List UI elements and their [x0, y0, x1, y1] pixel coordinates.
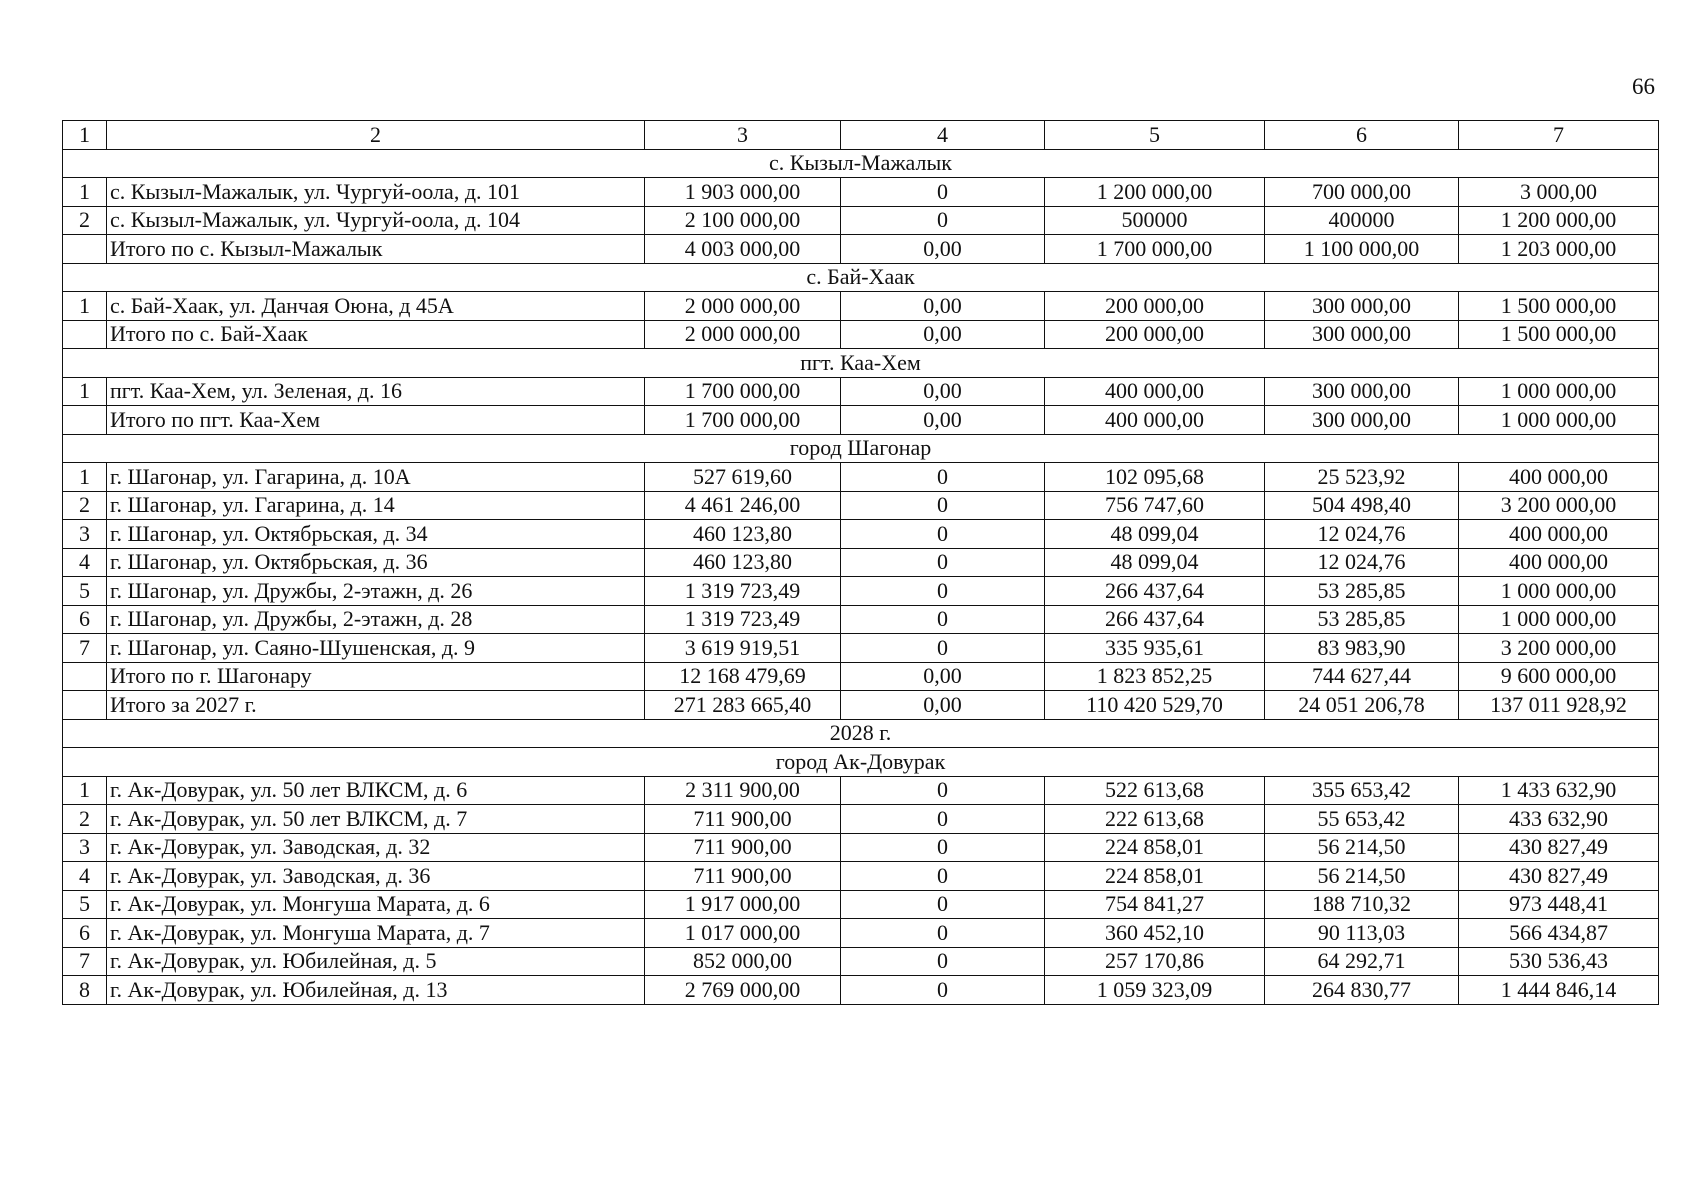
- address-cell: г. Ак-Довурак, ул. Монгуша Марата, д. 6: [107, 890, 645, 919]
- col-5-amount-cell: 48 099,04: [1045, 548, 1265, 577]
- col-3-amount-cell: 4 461 246,00: [645, 491, 841, 520]
- col-5-amount-cell: 400 000,00: [1045, 406, 1265, 435]
- col-7-amount-cell: 3 000,00: [1459, 178, 1659, 207]
- table-row: [63, 178, 1659, 207]
- col-7-amount-cell: 973 448,41: [1459, 890, 1659, 919]
- address-cell: г. Шагонар, ул. Саяно-Шушенская, д. 9: [107, 634, 645, 663]
- address-cell: г. Шагонар, ул. Октябрьская, д. 34: [107, 520, 645, 549]
- address-cell: с. Кызыл-Мажалык, ул. Чургуй-оола, д. 101: [107, 178, 645, 207]
- col-3-amount-cell: 2 000 000,00: [645, 320, 841, 349]
- col-6-amount-cell: 56 214,50: [1265, 833, 1459, 862]
- col-5-amount-cell: 335 935,61: [1045, 634, 1265, 663]
- col-4-amount-cell: 0: [841, 634, 1045, 663]
- row-number-cell: 3: [63, 520, 107, 549]
- col-7-amount-cell: 1 444 846,14: [1459, 976, 1659, 1005]
- row-number-cell: 4: [63, 548, 107, 577]
- col-3-amount-cell: 2 000 000,00: [645, 292, 841, 321]
- col-5-amount-cell: 200 000,00: [1045, 292, 1265, 321]
- row-number-cell: 4: [63, 862, 107, 891]
- row-number-cell: 8: [63, 976, 107, 1005]
- col-7-amount-cell: 566 434,87: [1459, 919, 1659, 948]
- col-5-amount-cell: 1 823 852,25: [1045, 662, 1265, 691]
- address-cell: г. Ак-Довурак, ул. Заводская, д. 32: [107, 833, 645, 862]
- section-header-row: [63, 719, 1659, 748]
- col-6-amount-cell: 56 214,50: [1265, 862, 1459, 891]
- address-cell: г. Ак-Довурак, ул. Заводская, д. 36: [107, 862, 645, 891]
- col-5-amount-cell: 1 059 323,09: [1045, 976, 1265, 1005]
- col-5-amount-cell: 222 613,68: [1045, 805, 1265, 834]
- col-4-amount-cell: 0: [841, 463, 1045, 492]
- col-3-amount-cell: 460 123,80: [645, 520, 841, 549]
- col-4-amount-cell: 0,00: [841, 406, 1045, 435]
- table-row: [63, 548, 1659, 577]
- col-4-amount-cell: 0: [841, 491, 1045, 520]
- address-cell: г. Шагонар, ул. Октябрьская, д. 36: [107, 548, 645, 577]
- table-row: [63, 976, 1659, 1005]
- col-4-amount-cell: 0,00: [841, 691, 1045, 720]
- section-title: 2028 г.: [63, 719, 1659, 748]
- col-7-amount-cell: 1 500 000,00: [1459, 320, 1659, 349]
- table-body: [63, 121, 1659, 1005]
- col-7-amount-cell: 1 000 000,00: [1459, 605, 1659, 634]
- address-cell: Итого по пгт. Каа-Хем: [107, 406, 645, 435]
- row-number-cell: 1: [63, 776, 107, 805]
- col-3-amount-cell: 1 903 000,00: [645, 178, 841, 207]
- header-cell-2: 2: [107, 121, 645, 150]
- header-cell-4: 4: [841, 121, 1045, 150]
- col-7-amount-cell: 1 000 000,00: [1459, 377, 1659, 406]
- total-row: [63, 320, 1659, 349]
- section-header-row: [63, 263, 1659, 292]
- address-cell: г. Ак-Довурак, ул. Монгуша Марата, д. 7: [107, 919, 645, 948]
- col-7-amount-cell: 430 827,49: [1459, 862, 1659, 891]
- col-5-amount-cell: 48 099,04: [1045, 520, 1265, 549]
- table-row: [63, 577, 1659, 606]
- header-cell-5: 5: [1045, 121, 1265, 150]
- col-4-amount-cell: 0: [841, 178, 1045, 207]
- table-row: [63, 833, 1659, 862]
- col-3-amount-cell: 527 619,60: [645, 463, 841, 492]
- col-6-amount-cell: 355 653,42: [1265, 776, 1459, 805]
- col-6-amount-cell: 744 627,44: [1265, 662, 1459, 691]
- col-3-amount-cell: 2 100 000,00: [645, 206, 841, 235]
- col-7-amount-cell: 530 536,43: [1459, 947, 1659, 976]
- col-4-amount-cell: 0: [841, 605, 1045, 634]
- section-title: город Шагонар: [63, 434, 1659, 463]
- col-3-amount-cell: 460 123,80: [645, 548, 841, 577]
- col-3-amount-cell: 852 000,00: [645, 947, 841, 976]
- col-6-amount-cell: 64 292,71: [1265, 947, 1459, 976]
- col-6-amount-cell: 300 000,00: [1265, 292, 1459, 321]
- table-row: [63, 491, 1659, 520]
- col-4-amount-cell: 0: [841, 862, 1045, 891]
- address-cell: г. Шагонар, ул. Гагарина, д. 10А: [107, 463, 645, 492]
- col-3-amount-cell: 1 319 723,49: [645, 577, 841, 606]
- header-cell-7: 7: [1459, 121, 1659, 150]
- row-number-cell: 2: [63, 491, 107, 520]
- col-4-amount-cell: 0,00: [841, 377, 1045, 406]
- col-6-amount-cell: 504 498,40: [1265, 491, 1459, 520]
- col-5-amount-cell: 266 437,64: [1045, 605, 1265, 634]
- address-cell: г. Ак-Довурак, ул. 50 лет ВЛКСМ, д. 6: [107, 776, 645, 805]
- col-4-amount-cell: 0: [841, 919, 1045, 948]
- col-4-amount-cell: 0: [841, 548, 1045, 577]
- col-6-amount-cell: 700 000,00: [1265, 178, 1459, 207]
- table-row: [63, 292, 1659, 321]
- col-7-amount-cell: 3 200 000,00: [1459, 491, 1659, 520]
- col-7-amount-cell: 1 200 000,00: [1459, 206, 1659, 235]
- col-4-amount-cell: 0: [841, 947, 1045, 976]
- col-6-amount-cell: 53 285,85: [1265, 577, 1459, 606]
- col-4-amount-cell: 0,00: [841, 292, 1045, 321]
- col-6-amount-cell: 83 983,90: [1265, 634, 1459, 663]
- col-3-amount-cell: 1 700 000,00: [645, 377, 841, 406]
- col-7-amount-cell: 1 433 632,90: [1459, 776, 1659, 805]
- address-cell: г. Ак-Довурак, ул. Юбилейная, д. 13: [107, 976, 645, 1005]
- address-cell: г. Шагонар, ул. Дружбы, 2-этажн, д. 28: [107, 605, 645, 634]
- col-5-amount-cell: 400 000,00: [1045, 377, 1265, 406]
- col-6-amount-cell: 12 024,76: [1265, 520, 1459, 549]
- total-row: [63, 406, 1659, 435]
- col-6-amount-cell: 264 830,77: [1265, 976, 1459, 1005]
- col-5-amount-cell: 360 452,10: [1045, 919, 1265, 948]
- col-4-amount-cell: 0,00: [841, 662, 1045, 691]
- table-header-row: [63, 121, 1659, 150]
- table-row: [63, 862, 1659, 891]
- col-6-amount-cell: 25 523,92: [1265, 463, 1459, 492]
- table-row: [63, 377, 1659, 406]
- col-4-amount-cell: 0: [841, 776, 1045, 805]
- col-6-amount-cell: 53 285,85: [1265, 605, 1459, 634]
- section-title: пгт. Каа-Хем: [63, 349, 1659, 378]
- col-6-amount-cell: 300 000,00: [1265, 406, 1459, 435]
- address-cell: Итого за 2027 г.: [107, 691, 645, 720]
- col-6-amount-cell: 1 100 000,00: [1265, 235, 1459, 264]
- col-5-amount-cell: 224 858,01: [1045, 862, 1265, 891]
- col-3-amount-cell: 1 700 000,00: [645, 406, 841, 435]
- table-row: [63, 463, 1659, 492]
- col-7-amount-cell: 430 827,49: [1459, 833, 1659, 862]
- section-header-row: [63, 149, 1659, 178]
- col-5-amount-cell: 266 437,64: [1045, 577, 1265, 606]
- col-5-amount-cell: 522 613,68: [1045, 776, 1265, 805]
- housing-program-table: [62, 120, 1659, 1005]
- col-3-amount-cell: 711 900,00: [645, 833, 841, 862]
- col-3-amount-cell: 3 619 919,51: [645, 634, 841, 663]
- table-row: [63, 890, 1659, 919]
- table-row: [63, 206, 1659, 235]
- col-7-amount-cell: 400 000,00: [1459, 463, 1659, 492]
- col-4-amount-cell: 0,00: [841, 235, 1045, 264]
- col-6-amount-cell: 55 653,42: [1265, 805, 1459, 834]
- section-title: город Ак-Довурак: [63, 748, 1659, 777]
- col-3-amount-cell: 711 900,00: [645, 805, 841, 834]
- col-6-amount-cell: 188 710,32: [1265, 890, 1459, 919]
- col-3-amount-cell: 271 283 665,40: [645, 691, 841, 720]
- col-7-amount-cell: 9 600 000,00: [1459, 662, 1659, 691]
- total-row: [63, 691, 1659, 720]
- address-cell: пгт. Каа-Хем, ул. Зеленая, д. 16: [107, 377, 645, 406]
- col-3-amount-cell: 1 319 723,49: [645, 605, 841, 634]
- section-title: с. Бай-Хаак: [63, 263, 1659, 292]
- row-number-cell: 1: [63, 463, 107, 492]
- address-cell: Итого по с. Кызыл-Мажалык: [107, 235, 645, 264]
- col-7-amount-cell: 3 200 000,00: [1459, 634, 1659, 663]
- col-6-amount-cell: 300 000,00: [1265, 320, 1459, 349]
- col-7-amount-cell: 1 203 000,00: [1459, 235, 1659, 264]
- address-cell: Итого по с. Бай-Хаак: [107, 320, 645, 349]
- col-4-amount-cell: 0: [841, 833, 1045, 862]
- col-6-amount-cell: 400000: [1265, 206, 1459, 235]
- col-4-amount-cell: 0: [841, 805, 1045, 834]
- row-number-cell: 5: [63, 890, 107, 919]
- section-header-row: [63, 349, 1659, 378]
- address-cell: с. Кызыл-Мажалык, ул. Чургуй-оола, д. 104: [107, 206, 645, 235]
- col-4-amount-cell: 0: [841, 890, 1045, 919]
- address-cell: Итого по г. Шагонару: [107, 662, 645, 691]
- header-cell-1: 1: [63, 121, 107, 150]
- section-header-row: [63, 748, 1659, 777]
- col-3-amount-cell: 2 769 000,00: [645, 976, 841, 1005]
- col-6-amount-cell: 300 000,00: [1265, 377, 1459, 406]
- col-5-amount-cell: 756 747,60: [1045, 491, 1265, 520]
- col-7-amount-cell: 400 000,00: [1459, 548, 1659, 577]
- row-number-cell: 1: [63, 292, 107, 321]
- row-number-cell: 5: [63, 577, 107, 606]
- row-number-cell: [63, 406, 107, 435]
- col-6-amount-cell: 24 051 206,78: [1265, 691, 1459, 720]
- col-3-amount-cell: 1 017 000,00: [645, 919, 841, 948]
- col-7-amount-cell: 1 500 000,00: [1459, 292, 1659, 321]
- table-row: [63, 520, 1659, 549]
- address-cell: г. Ак-Довурак, ул. 50 лет ВЛКСМ, д. 7: [107, 805, 645, 834]
- table-row: [63, 919, 1659, 948]
- row-number-cell: 3: [63, 833, 107, 862]
- row-number-cell: 2: [63, 805, 107, 834]
- col-4-amount-cell: 0: [841, 577, 1045, 606]
- col-5-amount-cell: 102 095,68: [1045, 463, 1265, 492]
- address-cell: г. Шагонар, ул. Дружбы, 2-этажн, д. 26: [107, 577, 645, 606]
- section-title: с. Кызыл-Мажалык: [63, 149, 1659, 178]
- total-row: [63, 662, 1659, 691]
- col-5-amount-cell: 1 200 000,00: [1045, 178, 1265, 207]
- col-5-amount-cell: 257 170,86: [1045, 947, 1265, 976]
- col-3-amount-cell: 1 917 000,00: [645, 890, 841, 919]
- col-7-amount-cell: 400 000,00: [1459, 520, 1659, 549]
- col-5-amount-cell: 200 000,00: [1045, 320, 1265, 349]
- row-number-cell: 1: [63, 178, 107, 207]
- row-number-cell: [63, 662, 107, 691]
- row-number-cell: 6: [63, 605, 107, 634]
- col-7-amount-cell: 433 632,90: [1459, 805, 1659, 834]
- page-number: 66: [1632, 74, 1655, 99]
- row-number-cell: [63, 691, 107, 720]
- header-cell-3: 3: [645, 121, 841, 150]
- col-5-amount-cell: 754 841,27: [1045, 890, 1265, 919]
- col-5-amount-cell: 110 420 529,70: [1045, 691, 1265, 720]
- row-number-cell: 1: [63, 377, 107, 406]
- col-7-amount-cell: 1 000 000,00: [1459, 406, 1659, 435]
- col-6-amount-cell: 12 024,76: [1265, 548, 1459, 577]
- col-5-amount-cell: 1 700 000,00: [1045, 235, 1265, 264]
- table-row: [63, 947, 1659, 976]
- col-7-amount-cell: 137 011 928,92: [1459, 691, 1659, 720]
- col-3-amount-cell: 12 168 479,69: [645, 662, 841, 691]
- address-cell: с. Бай-Хаак, ул. Данчая Оюна, д 45А: [107, 292, 645, 321]
- total-row: [63, 235, 1659, 264]
- row-number-cell: 7: [63, 634, 107, 663]
- col-7-amount-cell: 1 000 000,00: [1459, 577, 1659, 606]
- row-number-cell: [63, 235, 107, 264]
- col-3-amount-cell: 711 900,00: [645, 862, 841, 891]
- col-4-amount-cell: 0: [841, 520, 1045, 549]
- address-cell: г. Шагонар, ул. Гагарина, д. 14: [107, 491, 645, 520]
- col-4-amount-cell: 0: [841, 976, 1045, 1005]
- col-6-amount-cell: 90 113,03: [1265, 919, 1459, 948]
- address-cell: г. Ак-Довурак, ул. Юбилейная, д. 5: [107, 947, 645, 976]
- row-number-cell: 6: [63, 919, 107, 948]
- col-4-amount-cell: 0,00: [841, 320, 1045, 349]
- row-number-cell: [63, 320, 107, 349]
- table-row: [63, 605, 1659, 634]
- header-cell-6: 6: [1265, 121, 1459, 150]
- col-3-amount-cell: 2 311 900,00: [645, 776, 841, 805]
- col-5-amount-cell: 224 858,01: [1045, 833, 1265, 862]
- section-header-row: [63, 434, 1659, 463]
- col-5-amount-cell: 500000: [1045, 206, 1265, 235]
- col-3-amount-cell: 4 003 000,00: [645, 235, 841, 264]
- row-number-cell: 2: [63, 206, 107, 235]
- col-4-amount-cell: 0: [841, 206, 1045, 235]
- table-row: [63, 634, 1659, 663]
- table-row: [63, 776, 1659, 805]
- row-number-cell: 7: [63, 947, 107, 976]
- table-row: [63, 805, 1659, 834]
